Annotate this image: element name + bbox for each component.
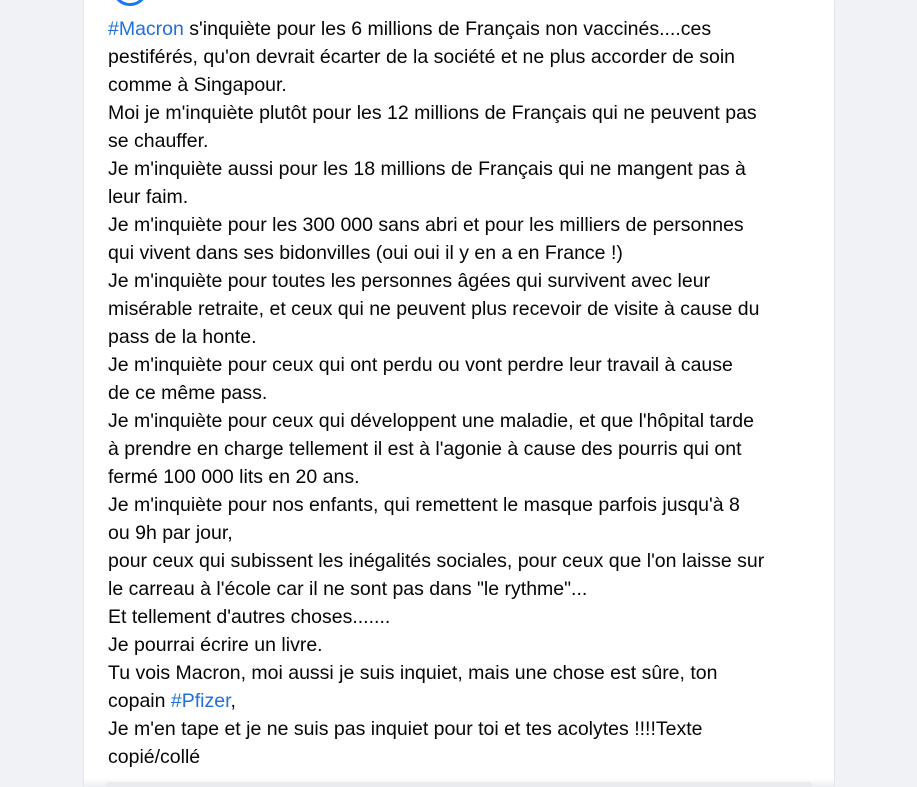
post-line: de ce même pass. <box>108 382 268 404</box>
post-line: Tu vois Macron, moi aussi je suis inquiet, mais une chose est sûre, ton <box>108 662 718 684</box>
post-line: Je pourrai écrire un livre. <box>108 634 323 656</box>
post-line: Je m'inquiète aussi pour les 18 millions de Français qui ne mangent pas à <box>108 158 746 180</box>
post-line: copié/collé <box>108 746 201 768</box>
post-line: pestiférés, qu'on devrait écarter de la société et ne plus accorder de soin <box>108 46 735 68</box>
post-line: misérable retraite, et ceux qui ne peuvent plus recevoir de visite à cause du <box>108 298 760 320</box>
post-line: Je m'inquiète pour ceux qui développent une maladie, et que l'hôpital tarde <box>108 410 754 432</box>
post-line: comme à Singapour. <box>108 74 287 96</box>
post-line: Je m'inquiète pour ceux qui ont perdu ou vont perdre leur travail à cause <box>108 354 733 376</box>
post-line: pour ceux qui subissent les inégalités sociales, pour ceux que l'on laisse sur <box>108 550 765 572</box>
post-line: se chauffer. <box>108 130 209 152</box>
post-line: fermé 100 000 lits en 20 ans. <box>108 466 360 488</box>
post-line: Je m'en tape et je ne suis pas inquiet pour toi et tes acolytes !!!!Texte <box>108 718 703 740</box>
post-line: ou 9h par jour, <box>108 522 233 544</box>
post-line: leur faim. <box>108 186 189 208</box>
post-footer-edge <box>106 782 812 787</box>
post-line: pass de la honte. <box>108 326 257 348</box>
post-line: Je m'inquiète pour toutes les personnes âgées qui survivent avec leur <box>108 270 711 292</box>
post-line: le carreau à l'école car il ne sont pas dans "le rythme"... <box>108 578 588 600</box>
post-body-text <box>108 15 824 771</box>
post-footer-divider <box>84 778 834 787</box>
post-line: Moi je m'inquiète plutôt pour les 12 millions de Français qui ne peuvent pas <box>108 102 757 124</box>
hashtag-macron-link[interactable]: #Macron <box>108 18 184 40</box>
post-line: Je m'inquiète pour les 300 000 sans abri et pour les milliers de personnes <box>108 214 744 236</box>
post-line: copain #Pfizer, <box>108 690 236 712</box>
post-line: qui vivent dans ses bidonvilles (oui oui il y en a en France !) <box>108 242 623 264</box>
post-line: Je m'inquiète pour nos enfants, qui remettent le masque parfois jusqu'à 8 <box>108 494 740 516</box>
post-line: à prendre en charge tellement il est à l'agonie à cause des pourris qui ont <box>108 438 742 460</box>
post-line: #Macron s'inquiète pour les 6 millions de Français non vaccinés....ces <box>108 18 712 40</box>
post-line: Et tellement d'autres choses....... <box>108 606 391 628</box>
hashtag-pfizer-link[interactable]: #Pfizer <box>170 690 231 712</box>
